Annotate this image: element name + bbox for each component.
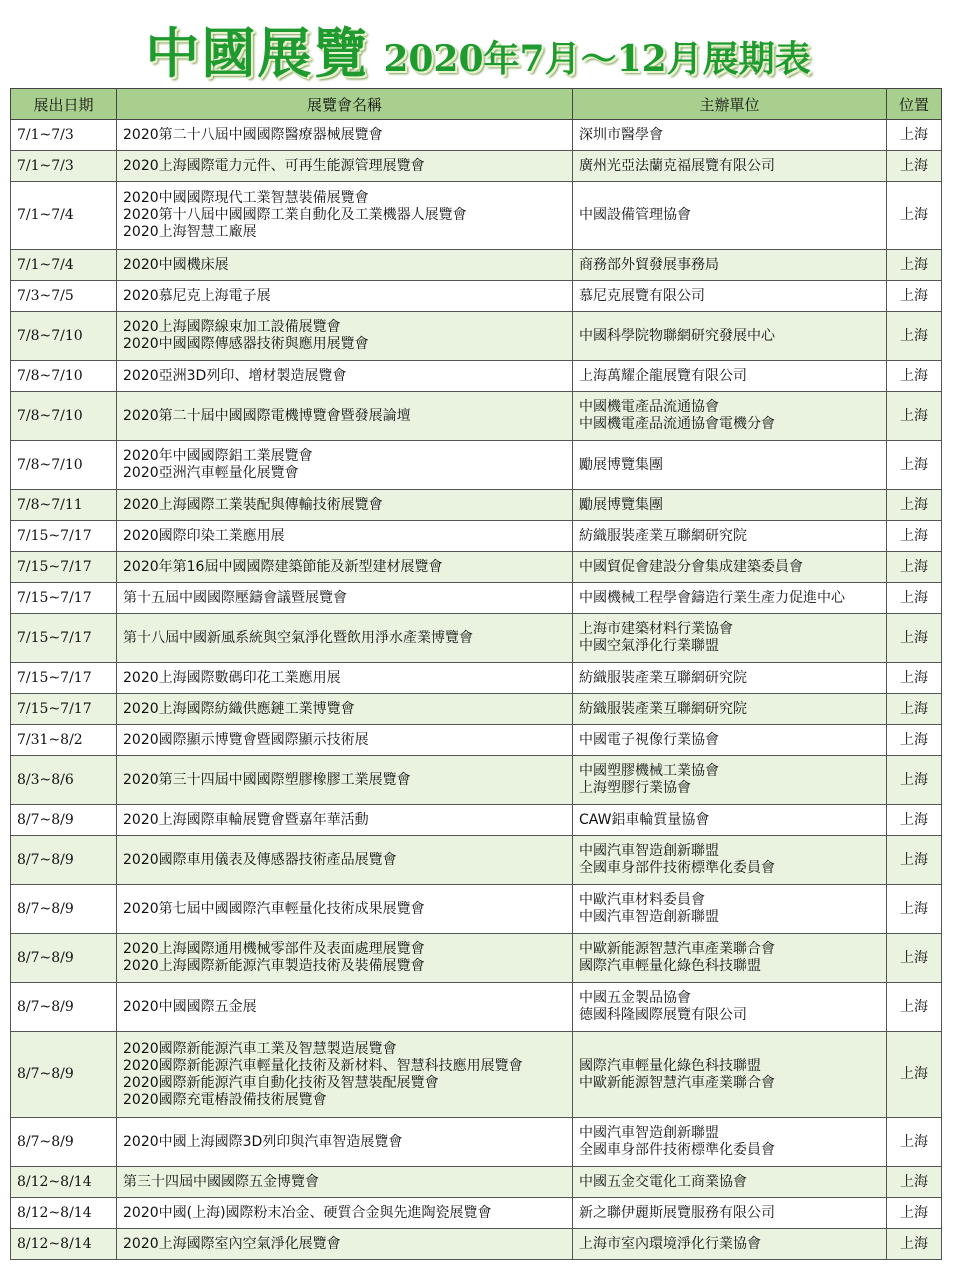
header-name: 展覽會名稱 — [117, 89, 573, 120]
table-row — [11, 1198, 942, 1229]
cell-exhibition-name — [117, 1032, 573, 1118]
exhibition-name: 第十五屆中國國際壓鑄會議暨展覽會 — [123, 589, 347, 606]
exhibition-name: 2020中國機床展 — [123, 256, 229, 273]
cell-exhibition-name — [117, 885, 573, 934]
table-row — [11, 836, 942, 885]
cell-exhibition-name — [117, 694, 573, 725]
cell-organizer — [573, 1032, 887, 1118]
organizer-name: 中國科學院物聯網研究發展中心 — [579, 327, 775, 344]
cell-date: 7/8~7/10 — [11, 312, 117, 361]
cell-location: 上海 — [887, 250, 942, 281]
cell-organizer — [573, 694, 887, 725]
cell-organizer — [573, 583, 887, 614]
exhibition-name: 2020上海國際線束加工設備展覽會 — [123, 319, 341, 335]
exhibition-name: 2020上海國際通用機械零部件及表面處理展覽會 — [123, 941, 425, 957]
cell-organizer — [573, 1118, 887, 1167]
organizer-name: 中國貿促會建設分會集成建築委員會 — [579, 558, 803, 575]
cell-organizer — [573, 441, 887, 490]
cell-exhibition-name — [117, 1229, 573, 1260]
cell-location: 上海 — [887, 361, 942, 392]
table-header-row — [11, 89, 942, 120]
cell-exhibition-name — [117, 361, 573, 392]
cell-organizer — [573, 120, 887, 151]
exhibition-name: 2020國際新能源汽車輕量化技術及新材料、智慧科技應用展覽會 — [123, 1057, 523, 1074]
cell-location: 上海 — [887, 1167, 942, 1198]
cell-location: 上海 — [887, 983, 942, 1032]
cell-location: 上海 — [887, 441, 942, 490]
cell-exhibition-name — [117, 756, 573, 805]
exhibition-name: 2020年中國國際鋁工業展覽會 — [123, 448, 313, 464]
cell-exhibition-name — [117, 663, 573, 694]
cell-exhibition-name — [117, 552, 573, 583]
cell-organizer — [573, 281, 887, 312]
table-row — [11, 312, 942, 361]
exhibition-name: 2020中國國際五金展 — [123, 998, 257, 1015]
cell-location: 上海 — [887, 583, 942, 614]
cell-organizer — [573, 805, 887, 836]
table-row — [11, 756, 942, 805]
organizer-name: 中國空氣淨化行業聯盟 — [579, 638, 719, 654]
exhibition-name: 2020上海國際紡織供應鏈工業博覽會 — [123, 700, 355, 717]
cell-location: 上海 — [887, 725, 942, 756]
cell-exhibition-name — [117, 583, 573, 614]
exhibition-name: 2020中國國際傳感器技術與應用展覽會 — [123, 336, 369, 352]
table-row — [11, 725, 942, 756]
cell-organizer — [573, 392, 887, 441]
organizer-name: 全國車身部件技術標準化委員會 — [579, 860, 775, 876]
exhibition-name: 2020國際顯示博覽會暨國際顯示技術展 — [123, 731, 369, 748]
organizer-name: 中歐汽車材料委員會 — [579, 892, 705, 908]
cell-date: 8/7~8/9 — [11, 1032, 117, 1118]
table-row — [11, 583, 942, 614]
organizer-name: 上海萬耀企龍展覽有限公司 — [579, 367, 747, 384]
organizer-name: 中國汽車智造創新聯盟 — [579, 909, 719, 925]
cell-location: 上海 — [887, 312, 942, 361]
cell-organizer — [573, 934, 887, 983]
table-row — [11, 934, 942, 983]
table-row — [11, 614, 942, 663]
organizer-name: 上海市建築材料行業協會 — [579, 621, 733, 637]
cell-organizer — [573, 312, 887, 361]
cell-date: 7/15~7/17 — [11, 694, 117, 725]
cell-date: 8/7~8/9 — [11, 983, 117, 1032]
cell-organizer — [573, 836, 887, 885]
exhibition-name: 2020慕尼克上海電子展 — [123, 287, 271, 304]
exhibition-name: 2020國際車用儀表及傳感器技術產品展覽會 — [123, 851, 397, 868]
header-organizer: 主辦單位 — [573, 89, 887, 120]
table-row — [11, 1229, 942, 1260]
cell-exhibition-name — [117, 151, 573, 182]
exhibition-name: 2020第七屆中國國際汽車輕量化技術成果展覽會 — [123, 900, 425, 917]
cell-exhibition-name — [117, 281, 573, 312]
schedule-table — [10, 88, 942, 1260]
table-row — [11, 552, 942, 583]
cell-location: 上海 — [887, 934, 942, 983]
cell-organizer — [573, 885, 887, 934]
cell-date: 8/12~8/14 — [11, 1229, 117, 1260]
table-row — [11, 281, 942, 312]
cell-location: 上海 — [887, 885, 942, 934]
organizer-name: 中歐新能源智慧汽車產業聯合會 — [579, 941, 775, 957]
organizer-name: 廣州光亞法蘭克福展覽有限公司 — [579, 157, 775, 174]
cell-date: 8/7~8/9 — [11, 805, 117, 836]
organizer-name: 勵展博覽集團 — [579, 456, 663, 473]
cell-location: 上海 — [887, 1198, 942, 1229]
cell-exhibition-name — [117, 836, 573, 885]
exhibition-name: 2020上海國際室內空氣淨化展覽會 — [123, 1235, 341, 1252]
exhibition-name: 2020上海國際電力元件、可再生能源管理展覽會 — [123, 157, 425, 174]
cell-location: 上海 — [887, 120, 942, 151]
cell-exhibition-name — [117, 250, 573, 281]
table-row — [11, 392, 942, 441]
exhibition-name: 2020上海智慧工廠展 — [123, 224, 257, 240]
cell-exhibition-name — [117, 392, 573, 441]
table-row — [11, 1118, 942, 1167]
cell-date: 7/15~7/17 — [11, 552, 117, 583]
cell-date: 7/15~7/17 — [11, 614, 117, 663]
exhibition-name: 2020國際新能源汽車工業及智慧製造展覽會 — [123, 1040, 397, 1057]
exhibition-name: 2020國際充電樁設備技術展覽會 — [123, 1091, 327, 1108]
exhibition-name: 2020第二十屆中國國際電機博覽會暨發展論壇 — [123, 407, 411, 424]
table-row — [11, 361, 942, 392]
cell-organizer — [573, 490, 887, 521]
cell-organizer — [573, 361, 887, 392]
organizer-name: 紡織服裝產業互聯網研究院 — [579, 527, 747, 544]
cell-date: 8/12~8/14 — [11, 1167, 117, 1198]
cell-date: 7/3~7/5 — [11, 281, 117, 312]
cell-organizer — [573, 983, 887, 1032]
cell-date: 8/3~8/6 — [11, 756, 117, 805]
organizer-name: 國際汽車輕量化綠色科技聯盟 — [579, 958, 761, 974]
organizer-name: 中國機電產品流通協會 — [579, 399, 719, 415]
cell-date: 8/7~8/9 — [11, 1118, 117, 1167]
cell-organizer — [573, 663, 887, 694]
page-title — [0, 0, 956, 86]
cell-organizer — [573, 552, 887, 583]
organizer-name: 慕尼克展覽有限公司 — [579, 287, 705, 304]
table-row — [11, 441, 942, 490]
table-row — [11, 885, 942, 934]
cell-organizer — [573, 151, 887, 182]
header-location: 位置 — [887, 89, 942, 120]
cell-date: 8/7~8/9 — [11, 934, 117, 983]
cell-location: 上海 — [887, 490, 942, 521]
organizer-name: 全國車身部件技術標準化委員會 — [579, 1142, 775, 1158]
cell-date: 7/8~7/11 — [11, 490, 117, 521]
cell-location: 上海 — [887, 694, 942, 725]
cell-exhibition-name — [117, 725, 573, 756]
organizer-name: 中歐新能源智慧汽車產業聯合會 — [579, 1074, 775, 1091]
organizer-name: 國際汽車輕量化綠色科技聯盟 — [579, 1057, 761, 1074]
cell-location: 上海 — [887, 281, 942, 312]
title-main: 中國展覽 — [145, 21, 370, 85]
organizer-name: CAW鋁車輪質量協會 — [579, 811, 710, 828]
cell-date: 7/1~7/4 — [11, 182, 117, 250]
cell-date: 8/7~8/9 — [11, 885, 117, 934]
exhibition-name: 2020國際印染工業應用展 — [123, 527, 285, 544]
cell-date: 7/1~7/3 — [11, 151, 117, 182]
cell-location: 上海 — [887, 836, 942, 885]
cell-date: 8/7~8/9 — [11, 836, 117, 885]
cell-date: 7/31~8/2 — [11, 725, 117, 756]
exhibition-name: 2020第二十八屆中國國際醫療器械展覽會 — [123, 126, 383, 143]
table-body — [11, 120, 942, 1260]
table-row — [11, 805, 942, 836]
exhibition-name: 2020年第16屆中國國際建築節能及新型建材展覽會 — [123, 558, 443, 575]
cell-location: 上海 — [887, 805, 942, 836]
table-row — [11, 663, 942, 694]
exhibition-name: 2020上海國際數碼印花工業應用展 — [123, 669, 341, 686]
cell-exhibition-name — [117, 934, 573, 983]
exhibition-name: 第十八屆中國新風系統與空氣淨化暨飲用淨水產業博覽會 — [123, 629, 473, 646]
cell-location: 上海 — [887, 614, 942, 663]
cell-exhibition-name — [117, 983, 573, 1032]
table-row — [11, 521, 942, 552]
organizer-name: 中國機械工程學會鑄造行業生產力促進中心 — [579, 589, 845, 606]
cell-exhibition-name — [117, 805, 573, 836]
organizer-name: 中國塑膠機械工業協會 — [579, 763, 719, 779]
exhibition-name: 2020亞洲3D列印、增材製造展覽會 — [123, 367, 347, 384]
cell-date: 7/8~7/10 — [11, 392, 117, 441]
exhibition-name: 2020上海國際新能源汽車製造技術及裝備展覽會 — [123, 958, 425, 974]
cell-organizer — [573, 756, 887, 805]
organizer-name: 深圳市醫學會 — [579, 126, 663, 143]
organizer-name: 中國五金製品協會 — [579, 990, 691, 1006]
cell-organizer — [573, 725, 887, 756]
organizer-name: 中國五金交電化工商業協會 — [579, 1173, 747, 1190]
table-row — [11, 120, 942, 151]
cell-exhibition-name — [117, 521, 573, 552]
exhibition-name: 2020亞洲汽車輕量化展覽會 — [123, 465, 299, 481]
cell-exhibition-name — [117, 1167, 573, 1198]
cell-date: 7/15~7/17 — [11, 663, 117, 694]
organizer-name: 中國電子視像行業協會 — [579, 731, 719, 748]
organizer-name: 新之聯伊麗斯展覽服務有限公司 — [579, 1204, 775, 1221]
cell-location: 上海 — [887, 552, 942, 583]
cell-date: 7/8~7/10 — [11, 441, 117, 490]
exhibition-name: 2020中國(上海)國際粉末冶金、硬質合金與先進陶瓷展覽會 — [123, 1204, 492, 1221]
organizer-name: 商務部外貿發展事務局 — [579, 256, 719, 273]
cell-location: 上海 — [887, 756, 942, 805]
cell-exhibition-name — [117, 441, 573, 490]
exhibition-name: 2020第十八屆中國國際工業自動化及工業機器人展覽會 — [123, 207, 467, 223]
organizer-name: 中國汽車智造創新聯盟 — [579, 843, 719, 859]
cell-exhibition-name — [117, 312, 573, 361]
cell-location: 上海 — [887, 182, 942, 250]
cell-exhibition-name — [117, 1198, 573, 1229]
organizer-name: 紡織服裝產業互聯網研究院 — [579, 700, 747, 717]
exhibition-name: 第三十四屆中國國際五金博覽會 — [123, 1173, 319, 1190]
organizer-name: 德國科隆國際展覽有限公司 — [579, 1007, 747, 1023]
cell-exhibition-name — [117, 182, 573, 250]
exhibition-name: 2020中國國際現代工業智慧裝備展覽會 — [123, 190, 369, 206]
table-row — [11, 1032, 942, 1118]
cell-date: 8/12~8/14 — [11, 1198, 117, 1229]
cell-exhibition-name — [117, 1118, 573, 1167]
cell-date: 7/1~7/4 — [11, 250, 117, 281]
organizer-name: 紡織服裝產業互聯網研究院 — [579, 669, 747, 686]
exhibition-name: 2020中國上海國際3D列印與汽車智造展覽會 — [123, 1133, 403, 1150]
table-row — [11, 983, 942, 1032]
cell-location: 上海 — [887, 663, 942, 694]
exhibition-name: 2020上海國際工業裝配與傳輸技術展覽會 — [123, 496, 383, 513]
exhibition-name: 2020上海國際車輪展覽會暨嘉年華活動 — [123, 811, 369, 828]
table-row — [11, 182, 942, 250]
organizer-name: 中國設備管理協會 — [579, 207, 691, 223]
header-date: 展出日期 — [11, 89, 117, 120]
cell-location: 上海 — [887, 1032, 942, 1118]
cell-exhibition-name — [117, 490, 573, 521]
cell-organizer — [573, 1229, 887, 1260]
cell-location: 上海 — [887, 392, 942, 441]
cell-exhibition-name — [117, 614, 573, 663]
cell-date: 7/15~7/17 — [11, 583, 117, 614]
cell-organizer — [573, 614, 887, 663]
cell-organizer — [573, 1198, 887, 1229]
organizer-name: 上海市室內環境淨化行業協會 — [579, 1235, 761, 1252]
title-sub: 2020年7月～12月展期表 — [383, 38, 811, 80]
cell-location: 上海 — [887, 521, 942, 552]
cell-exhibition-name — [117, 120, 573, 151]
table-row — [11, 694, 942, 725]
exhibition-name: 2020第三十四屆中國國際塑膠橡膠工業展覽會 — [123, 771, 411, 788]
cell-organizer — [573, 521, 887, 552]
cell-organizer — [573, 1167, 887, 1198]
cell-date: 7/15~7/17 — [11, 521, 117, 552]
cell-organizer — [573, 182, 887, 250]
table-row — [11, 490, 942, 521]
cell-date: 7/1~7/3 — [11, 120, 117, 151]
table-row — [11, 151, 942, 182]
organizer-name: 中國汽車智造創新聯盟 — [579, 1125, 719, 1141]
cell-location: 上海 — [887, 151, 942, 182]
exhibition-name: 2020國際新能源汽車自動化技術及智慧裝配展覽會 — [123, 1074, 439, 1091]
cell-organizer — [573, 250, 887, 281]
cell-date: 7/8~7/10 — [11, 361, 117, 392]
table-row — [11, 1167, 942, 1198]
table-row — [11, 250, 942, 281]
cell-location: 上海 — [887, 1229, 942, 1260]
organizer-name: 中國機電產品流通協會電機分會 — [579, 416, 775, 432]
organizer-name: 勵展博覽集團 — [579, 496, 663, 513]
cell-location: 上海 — [887, 1118, 942, 1167]
organizer-name: 上海塑膠行業協會 — [579, 780, 691, 796]
